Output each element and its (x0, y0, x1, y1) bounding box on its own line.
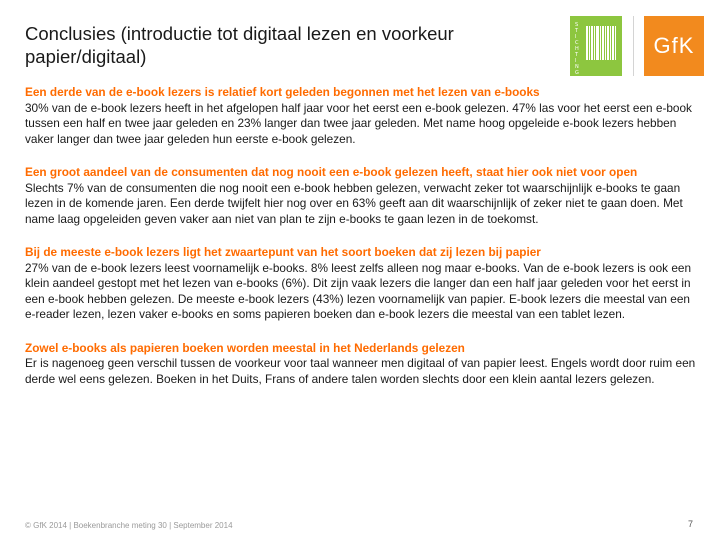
section-heading: Een derde van de e-book lezers is relatief kort geleden begonnen met het lezen van e-books (25, 85, 540, 99)
page-title: Conclusies (introductie tot digitaal lezen en voorkeur papier/digitaal) (25, 23, 454, 67)
conclusion-section-3 (25, 245, 703, 323)
conclusion-section-2 (25, 165, 703, 227)
section-heading: Een groot aandeel van de consumenten dat nog nooit een e-book gelezen heeft, staat hier ook niet voor open (25, 165, 638, 179)
section-text: 30% van de e-book lezers heeft in het afgelopen half jaar voor het eerst een e-book gelezen. 47% las voor het eerst een e-book tussen een half en twee jaar geleden en 23% langer dan twee jaar geleden. Met name hoog opgeleide e-book lezers hebben vaker langer dan twee jaar geleden hun eerste e-book gelezen. (25, 100, 692, 146)
section-text: Slechts 7% van de consumenten die nog nooit een e-book hebben gelezen, verwacht zeker tot waarschijnlijk e-books te gaan lezen in de komende jaren. Een derde twijfelt hier nog over en 63% geeft aan dit waarschijnlijk of zeker niet te gaan doen. Met name laag opgeleiden geven vaker aan niet van plan te zijn e-books te gaan lezen in de toekomst. (25, 180, 683, 226)
page-number: 7 (688, 519, 694, 529)
partner-logo (570, 16, 622, 76)
section-text: 27% van de e-book lezers leest voornamelijk e-books. 8% leest zelfs alleen nog maar e-books. Van de e-book lezers is ook een klein aandeel gestopt met het lezen van e-books (6%). Dit zijn vaak lezers die langer dan een half jaar geleden voor het eerst in een e-book hebben gelezen. De meeste e-book lezers (43%) lezen voornamelijk van papier. E-book lezers die meestal van een e-reader lezen, lezen vaker e-books en soms papieren boeken dan e-book lezers die meestal van een tablet lezen. (25, 260, 692, 321)
section-text: Er is nagenoeg geen verschil tussen de voorkeur voor taal wanneer men digitaal of van papier leest. Engels wordt door ruim een derde wel eens gelezen. Boeken in het Duits, Frans of andere talen worden slechts door een klein aantal lezers gelezen. (25, 356, 696, 386)
section-heading: Bij de meeste e-book lezers ligt het zwaartepunt van het soort boeken dat zij lezen bij papier (25, 245, 541, 259)
gfk-logo: GfK (644, 16, 704, 76)
footer-text: © GfK 2014 | Boekenbranche meting 30 | September 2014 (25, 521, 233, 530)
logo-divider (633, 16, 634, 76)
barcode-icon (586, 26, 616, 60)
section-heading: Zowel e-books als papieren boeken worden meestal in het Nederlands gelezen (25, 340, 465, 355)
logo-area (560, 16, 710, 76)
conclusions-body (25, 85, 703, 405)
conclusion-section-4 (25, 341, 703, 388)
conclusion-section-1 (25, 85, 703, 147)
logo-vertical-text: S T I C H T I N G (575, 22, 579, 76)
